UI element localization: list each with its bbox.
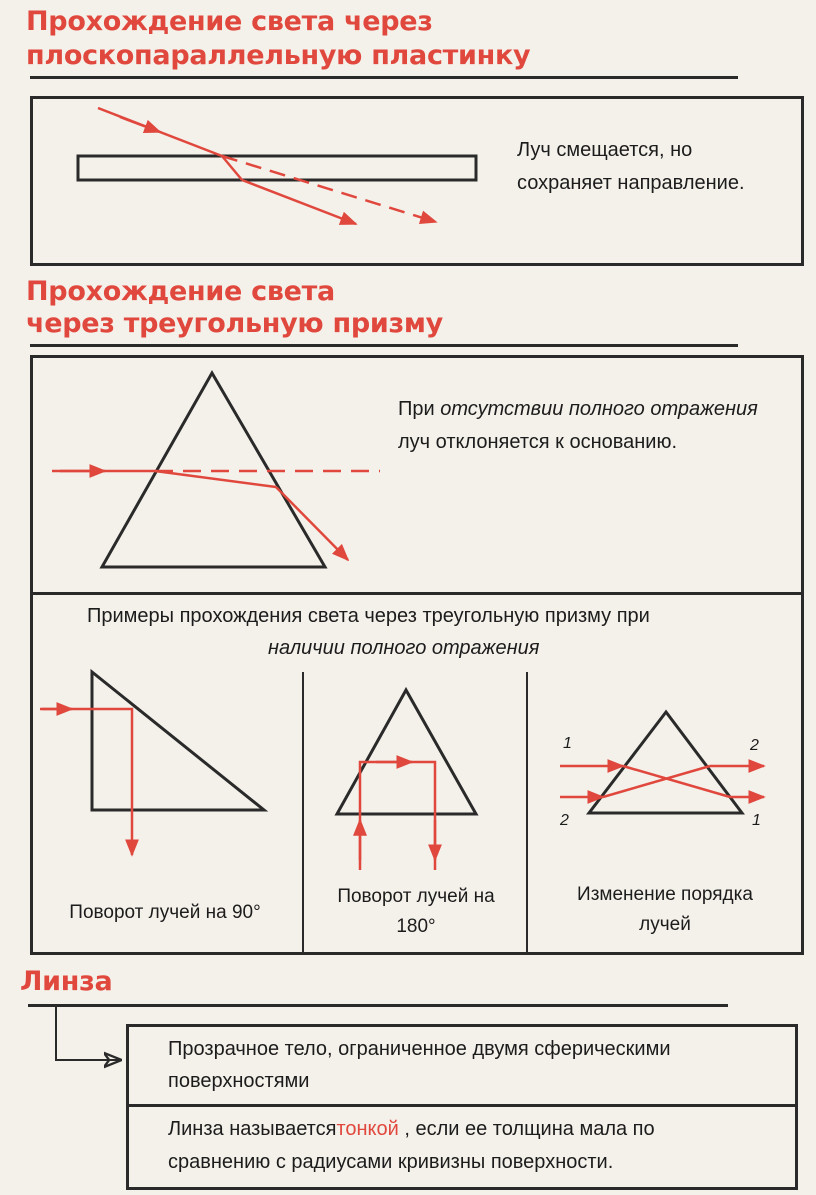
prism-title-line1: Прохождение света bbox=[26, 276, 335, 307]
order-change-triangle bbox=[589, 712, 742, 813]
lens-connector-arrow bbox=[56, 1004, 120, 1060]
prism-examples-line2: наличии полного отражения bbox=[268, 637, 540, 659]
prism-deviated-ray bbox=[276, 487, 348, 560]
caption-rotate-180-line2: 180° bbox=[396, 916, 436, 937]
lens-thin-line2: сравнению с радиусами кривизны поверхности. bbox=[168, 1151, 614, 1173]
plate-desc-line1: Луч смещается, но bbox=[517, 139, 693, 161]
lens-thin-line1: Линза называетсятонкой , если ее толщина мала по bbox=[168, 1118, 655, 1140]
prism-desc-line1: При отсутствии полного отражения bbox=[398, 398, 758, 420]
order-change-diagram bbox=[560, 712, 764, 813]
prism-desc-line2: луч отклоняется к основанию. bbox=[398, 431, 678, 453]
plate-title-line2: плоскопараллельную пластинку bbox=[26, 40, 531, 71]
plate-desc-line2: сохраняет направление. bbox=[517, 172, 745, 194]
plate-title-line1: Прохождение света через bbox=[26, 6, 433, 37]
rotate-180-diagram bbox=[337, 690, 476, 870]
caption-rotate-90: Поворот лучей на 90° bbox=[69, 902, 261, 923]
rotate-90-ray bbox=[40, 709, 132, 855]
order-ray-1-cross bbox=[623, 766, 730, 797]
rotate-90-diagram bbox=[40, 672, 264, 855]
plate-rectangle bbox=[78, 156, 476, 180]
prism-title-line2: через треугольную призму bbox=[26, 308, 443, 339]
rotate-180-triangle bbox=[337, 690, 476, 814]
ray-label-1-in: 1 bbox=[563, 735, 572, 752]
ray-label-2-out: 2 bbox=[750, 737, 759, 754]
lens-def-line2: поверхностями bbox=[168, 1070, 310, 1092]
plate-diagram bbox=[78, 108, 476, 224]
order-ray-2-cross bbox=[603, 766, 710, 797]
thin-highlight-word: тонкой bbox=[336, 1118, 399, 1140]
ray-label-1-out: 1 bbox=[752, 812, 761, 829]
prism-deviation-diagram bbox=[52, 373, 380, 567]
plate-original-direction-dashed bbox=[222, 156, 436, 222]
prism-examples-line1: Примеры прохождения света через треугольную призму при bbox=[87, 605, 650, 627]
plate-exit-ray bbox=[242, 180, 356, 224]
plate-incident-arrow bbox=[120, 117, 160, 132]
caption-order-line1: Изменение порядка bbox=[577, 884, 753, 905]
prism-refracted-ray bbox=[155, 471, 276, 487]
right-prism-triangle bbox=[92, 672, 264, 810]
rotate-180-ray bbox=[360, 762, 435, 870]
caption-rotate-180-line1: Поворот лучей на bbox=[337, 886, 495, 907]
lens-title: Линза bbox=[20, 966, 113, 997]
caption-order-line2: лучей bbox=[639, 914, 691, 935]
ray-label-2-in: 2 bbox=[560, 812, 569, 829]
lens-def-line1: Прозрачное тело, ограниченное двумя сферическими bbox=[168, 1038, 671, 1060]
